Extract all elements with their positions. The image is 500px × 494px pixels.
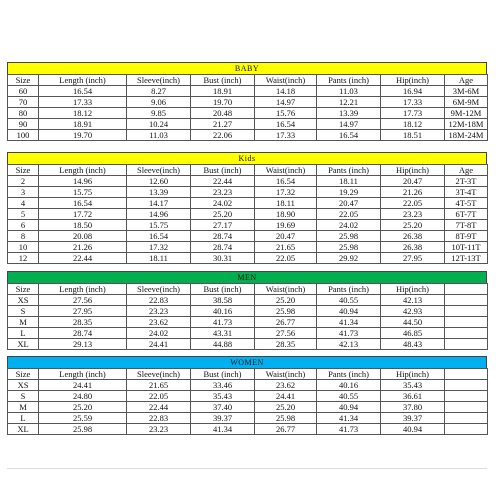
table-cell	[445, 295, 488, 306]
table-cell: 25.98	[255, 413, 317, 424]
header-cell: Waist(inch)	[255, 165, 317, 176]
table-cell: 16.54	[39, 198, 127, 209]
table-cell: 90	[8, 119, 39, 130]
table-cell: 17.33	[39, 97, 127, 108]
table-cell: 10	[8, 242, 39, 253]
section-kids	[7, 152, 487, 264]
section-title-bar: WOMEN	[7, 356, 487, 368]
table-cell: 7T-8T	[445, 220, 488, 231]
header-cell: Size	[8, 165, 39, 176]
table-row	[8, 130, 488, 141]
table-cell: 9.85	[127, 108, 191, 119]
table-cell: 41.34	[317, 317, 381, 328]
table-cell: 18.51	[381, 130, 445, 141]
header-cell: Pants (inch)	[317, 75, 381, 86]
table-cell: 43.31	[191, 328, 255, 339]
table-cell: 15.75	[39, 187, 127, 198]
table-cell: 21.27	[191, 119, 255, 130]
table-cell	[445, 391, 488, 402]
table-cell: 8	[8, 231, 39, 242]
table-cell: 25.20	[191, 209, 255, 220]
header-cell: Pants (inch)	[317, 165, 381, 176]
table-cell: 70	[8, 97, 39, 108]
table-row	[8, 119, 488, 130]
table-cell: 60	[8, 86, 39, 97]
table-cell: 23.23	[127, 306, 191, 317]
table-cell: 17.32	[255, 187, 317, 198]
table-row	[8, 380, 488, 391]
size-table	[7, 368, 488, 435]
table-cell: 10T-11T	[445, 242, 488, 253]
table-cell: 37.40	[191, 402, 255, 413]
table-cell: 40.55	[317, 391, 381, 402]
table-cell: 12T-13T	[445, 253, 488, 264]
table-cell: 17.33	[255, 130, 317, 141]
header-cell: Bust (inch)	[191, 75, 255, 86]
table-cell: 22.44	[39, 253, 127, 264]
table-cell: 6T-7T	[445, 209, 488, 220]
table-cell	[445, 339, 488, 350]
table-row	[8, 209, 488, 220]
header-cell: Size	[8, 284, 39, 295]
header-cell: Hip(inch)	[381, 369, 445, 380]
table-cell: 41.34	[191, 424, 255, 435]
table-cell	[445, 317, 488, 328]
table-cell: 40.94	[317, 306, 381, 317]
section-title-bar: BABY	[7, 62, 487, 74]
header-cell: Waist(inch)	[255, 284, 317, 295]
table-cell: XS	[8, 295, 39, 306]
table-cell: 12M-18M	[445, 119, 488, 130]
table-cell: 15.76	[255, 108, 317, 119]
table-cell: 12.60	[127, 176, 191, 187]
table-cell: 16.94	[381, 86, 445, 97]
table-cell: 25.59	[39, 413, 127, 424]
table-row	[8, 86, 488, 97]
table-row	[8, 253, 488, 264]
table-cell: 40.94	[381, 424, 445, 435]
table-cell: 28.74	[39, 328, 127, 339]
table-cell: 22.44	[191, 176, 255, 187]
table-cell: 3M-6M	[445, 86, 488, 97]
table-cell: 38.58	[191, 295, 255, 306]
table-cell: 3T-4T	[445, 187, 488, 198]
table-cell: 21.26	[39, 242, 127, 253]
table-cell: 8T-9T	[445, 231, 488, 242]
header-cell: Length (inch)	[39, 75, 127, 86]
header-cell: Hip(inch)	[381, 165, 445, 176]
table-cell: 24.41	[127, 339, 191, 350]
table-cell: 26.38	[381, 242, 445, 253]
table-cell: 26.38	[381, 231, 445, 242]
table-row	[8, 108, 488, 119]
table-row	[8, 97, 488, 108]
header-cell: Size	[8, 369, 39, 380]
table-cell: XL	[8, 339, 39, 350]
header-cell: Sleeve(inch)	[127, 369, 191, 380]
table-cell: 22.05	[381, 198, 445, 209]
table-cell: S	[8, 306, 39, 317]
table-cell: 27.95	[381, 253, 445, 264]
table-row	[8, 187, 488, 198]
table-cell: 14.97	[317, 119, 381, 130]
table-cell: 29.92	[317, 253, 381, 264]
table-cell: M	[8, 402, 39, 413]
table-cell: 39.37	[191, 413, 255, 424]
table-cell: 29.13	[39, 339, 127, 350]
table-cell: 4	[8, 198, 39, 209]
header-row	[8, 369, 488, 380]
section-baby	[7, 62, 487, 141]
table-cell: 22.06	[191, 130, 255, 141]
table-cell: 18.11	[127, 253, 191, 264]
table-row	[8, 317, 488, 328]
table-cell: 41.73	[191, 317, 255, 328]
table-cell: 15.75	[127, 220, 191, 231]
table-cell: 20.47	[317, 198, 381, 209]
table-cell: 18.12	[381, 119, 445, 130]
section-men	[7, 271, 487, 350]
table-cell: 22.05	[255, 253, 317, 264]
table-cell: 22.05	[127, 391, 191, 402]
table-cell: 25.20	[39, 402, 127, 413]
header-cell: Hip(inch)	[381, 284, 445, 295]
table-cell: XL	[8, 424, 39, 435]
table-cell: 41.34	[317, 413, 381, 424]
table-cell: 40.16	[317, 380, 381, 391]
table-cell	[445, 424, 488, 435]
table-cell: 16.54	[255, 176, 317, 187]
table-row	[8, 220, 488, 231]
table-cell: 42.13	[317, 339, 381, 350]
table-cell: 16.54	[39, 86, 127, 97]
table-cell: 23.23	[127, 424, 191, 435]
table-cell: 14.17	[127, 198, 191, 209]
table-cell: 44.50	[381, 317, 445, 328]
table-cell: 25.98	[255, 306, 317, 317]
table-cell: 30.31	[191, 253, 255, 264]
table-cell: 24.02	[191, 198, 255, 209]
table-row	[8, 391, 488, 402]
header-row	[8, 284, 488, 295]
table-cell: 19.70	[191, 97, 255, 108]
table-cell: 22.44	[127, 402, 191, 413]
table-cell: 18.90	[255, 209, 317, 220]
table-cell: 23.23	[381, 209, 445, 220]
table-cell: 24.02	[317, 220, 381, 231]
table-cell: 42.93	[381, 306, 445, 317]
table-cell	[445, 380, 488, 391]
table-row	[8, 231, 488, 242]
table-cell: 36.61	[381, 391, 445, 402]
table-cell: 18.11	[317, 176, 381, 187]
table-cell: 40.16	[191, 306, 255, 317]
size-table	[7, 283, 488, 350]
size-table	[7, 74, 488, 141]
table-cell: 40.94	[317, 402, 381, 413]
header-cell: Sleeve(inch)	[127, 165, 191, 176]
header-cell: Pants (inch)	[317, 369, 381, 380]
table-cell: 48.43	[381, 339, 445, 350]
table-cell: 21.26	[381, 187, 445, 198]
header-cell	[445, 369, 488, 380]
table-cell: 80	[8, 108, 39, 119]
table-row	[8, 413, 488, 424]
table-cell: L	[8, 328, 39, 339]
size-table	[7, 164, 488, 264]
table-cell: 27.56	[39, 295, 127, 306]
header-cell: Waist(inch)	[255, 75, 317, 86]
table-cell: 20.08	[39, 231, 127, 242]
table-row	[8, 339, 488, 350]
table-cell: 18.11	[255, 198, 317, 209]
table-cell: 17.32	[127, 242, 191, 253]
table-cell: 22.05	[317, 209, 381, 220]
sheet-footer	[7, 468, 487, 483]
table-cell: 19.70	[39, 130, 127, 141]
table-cell: 40.55	[317, 295, 381, 306]
table-row	[8, 198, 488, 209]
table-cell: 24.41	[255, 391, 317, 402]
table-cell	[445, 413, 488, 424]
table-cell: 10.24	[127, 119, 191, 130]
table-cell: 27.17	[191, 220, 255, 231]
table-cell: 21.65	[255, 242, 317, 253]
table-cell: 2T-3T	[445, 176, 488, 187]
header-cell: Length (inch)	[39, 165, 127, 176]
table-cell: 18.12	[39, 108, 127, 119]
table-cell: 12.21	[317, 97, 381, 108]
table-cell: 22.83	[127, 295, 191, 306]
table-cell: 6M-9M	[445, 97, 488, 108]
table-cell: 16.54	[317, 130, 381, 141]
header-cell: Waist(inch)	[255, 369, 317, 380]
table-cell: 35.43	[191, 391, 255, 402]
table-cell: 28.74	[191, 242, 255, 253]
table-cell: 39.37	[381, 413, 445, 424]
table-cell: 100	[8, 130, 39, 141]
table-cell	[445, 402, 488, 413]
table-cell: 46.85	[381, 328, 445, 339]
table-row	[8, 402, 488, 413]
table-cell: S	[8, 391, 39, 402]
table-row	[8, 242, 488, 253]
table-cell: 28.35	[255, 339, 317, 350]
table-row	[8, 424, 488, 435]
header-cell: Age	[445, 75, 488, 86]
table-cell: 18M-24M	[445, 130, 488, 141]
table-cell: 11.03	[127, 130, 191, 141]
header-cell: Pants (inch)	[317, 284, 381, 295]
table-cell: 25.20	[381, 220, 445, 231]
table-cell: 28.74	[191, 231, 255, 242]
table-cell: 25.98	[39, 424, 127, 435]
table-cell: 24.80	[39, 391, 127, 402]
table-cell: 14.96	[39, 176, 127, 187]
header-cell: Bust (inch)	[191, 284, 255, 295]
section-title-bar: MEN	[7, 271, 487, 283]
header-cell: Length (inch)	[39, 369, 127, 380]
header-cell	[445, 284, 488, 295]
section-title-bar: Kids	[7, 152, 487, 164]
table-cell: 18.91	[191, 86, 255, 97]
table-cell: 24.02	[127, 328, 191, 339]
table-cell: 44.88	[191, 339, 255, 350]
header-cell: Bust (inch)	[191, 165, 255, 176]
header-cell: Sleeve(inch)	[127, 75, 191, 86]
table-cell: L	[8, 413, 39, 424]
table-cell: 18.91	[39, 119, 127, 130]
table-cell: 13.39	[317, 108, 381, 119]
section-women	[7, 356, 487, 435]
table-cell: 37.80	[381, 402, 445, 413]
table-cell: 19.29	[317, 187, 381, 198]
table-cell: 23.62	[255, 380, 317, 391]
table-cell: 16.54	[255, 119, 317, 130]
table-cell: 18.50	[39, 220, 127, 231]
table-cell: 25.98	[317, 242, 381, 253]
table-cell: 41.73	[317, 424, 381, 435]
table-cell: 13.39	[127, 187, 191, 198]
table-cell: 42.13	[381, 295, 445, 306]
table-cell: 21.65	[127, 380, 191, 391]
table-cell: 26.77	[255, 317, 317, 328]
table-row	[8, 328, 488, 339]
table-cell	[445, 306, 488, 317]
table-cell: 11.03	[317, 86, 381, 97]
table-cell: 3	[8, 187, 39, 198]
table-cell: 24.41	[39, 380, 127, 391]
table-cell: 8.27	[127, 86, 191, 97]
table-cell: 22.83	[127, 413, 191, 424]
header-cell: Sleeve(inch)	[127, 284, 191, 295]
table-cell: 35.43	[381, 380, 445, 391]
header-cell: Hip(inch)	[381, 75, 445, 86]
header-row	[8, 75, 488, 86]
table-cell: 17.73	[381, 108, 445, 119]
table-cell: 16.54	[127, 231, 191, 242]
table-cell: 25.98	[317, 231, 381, 242]
table-cell: 27.56	[255, 328, 317, 339]
table-cell: 20.47	[381, 176, 445, 187]
table-row	[8, 306, 488, 317]
table-cell: 2	[8, 176, 39, 187]
table-cell: XS	[8, 380, 39, 391]
table-cell: 20.47	[255, 231, 317, 242]
header-cell: Size	[8, 75, 39, 86]
table-cell: 17.33	[381, 97, 445, 108]
header-cell: Age	[445, 165, 488, 176]
table-cell: 26.77	[255, 424, 317, 435]
table-cell: 14.96	[127, 209, 191, 220]
table-cell: 6	[8, 220, 39, 231]
table-cell: 25.20	[255, 402, 317, 413]
table-cell: 12	[8, 253, 39, 264]
table-cell: 33.46	[191, 380, 255, 391]
table-cell: 17.72	[39, 209, 127, 220]
table-cell: 27.95	[39, 306, 127, 317]
table-cell: 5	[8, 209, 39, 220]
table-cell: 14.97	[255, 97, 317, 108]
table-cell: 23.23	[191, 187, 255, 198]
header-cell: Bust (inch)	[191, 369, 255, 380]
table-cell: 41.73	[317, 328, 381, 339]
header-cell: Length (inch)	[39, 284, 127, 295]
table-cell: 14.18	[255, 86, 317, 97]
table-cell: 9M-12M	[445, 108, 488, 119]
table-row	[8, 176, 488, 187]
table-cell: 23.62	[127, 317, 191, 328]
table-cell	[445, 328, 488, 339]
table-cell: 9.06	[127, 97, 191, 108]
table-cell: M	[8, 317, 39, 328]
table-cell: 19.69	[255, 220, 317, 231]
header-row	[8, 165, 488, 176]
table-cell: 20.48	[191, 108, 255, 119]
table-cell: 28.35	[39, 317, 127, 328]
table-cell: 25.20	[255, 295, 317, 306]
table-cell: 4T-5T	[445, 198, 488, 209]
table-row	[8, 295, 488, 306]
